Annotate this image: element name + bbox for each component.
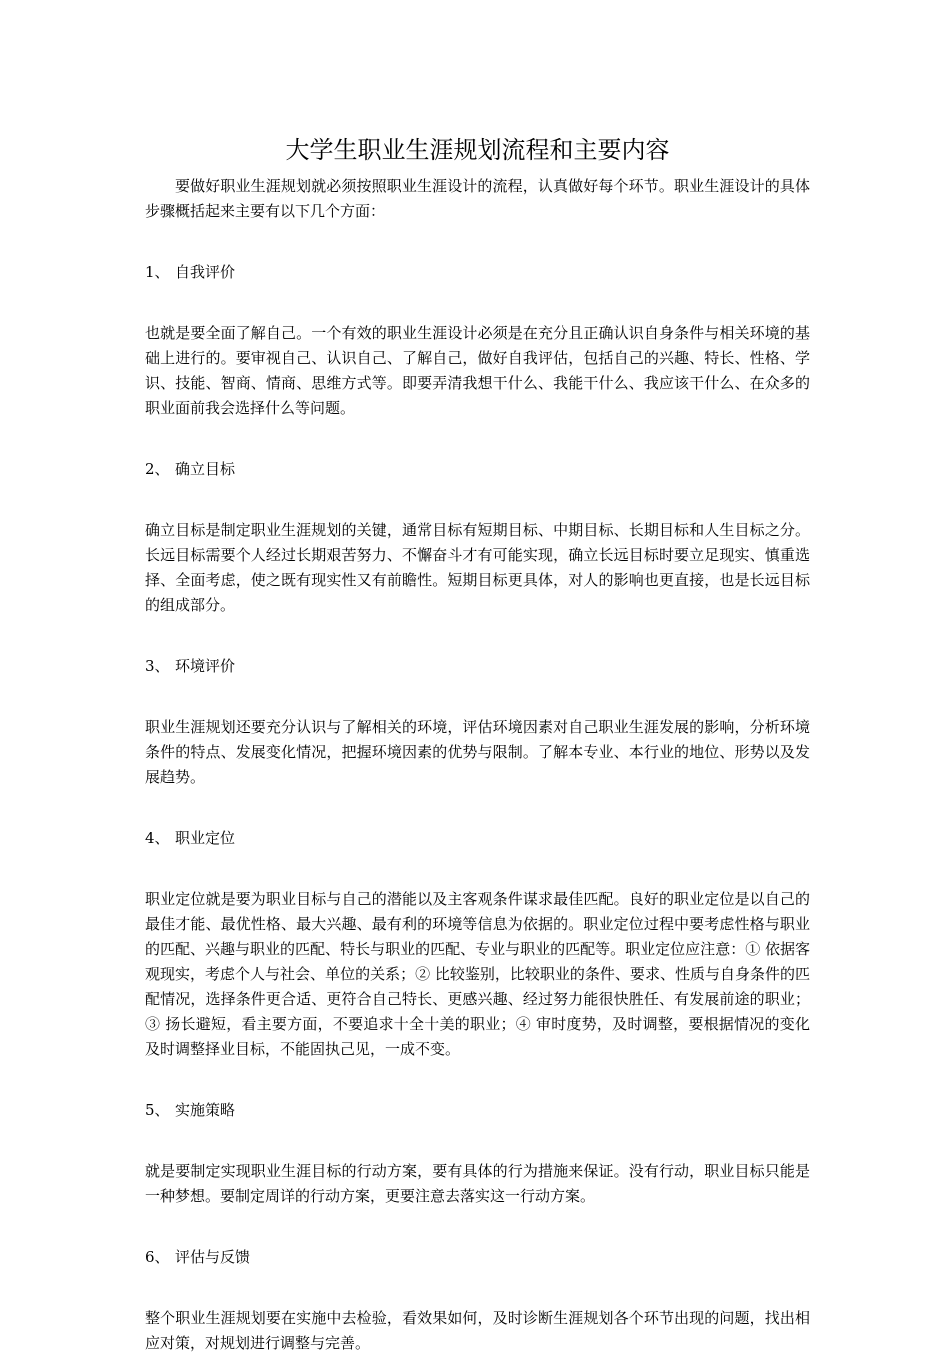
section-heading-career-positioning [145, 826, 810, 851]
section-heading-implementation-strategy [145, 1098, 810, 1123]
section-heading-label: 实施策略 [175, 1101, 236, 1119]
section-number: 2、 [145, 460, 170, 478]
section-number: 6、 [145, 1248, 170, 1266]
section-heading-set-goals [145, 457, 810, 482]
section-number: 4、 [145, 829, 170, 847]
section-body-self-evaluation: 也就是要全面了解自己。一个有效的职业生涯设计必须是在充分且正确认识自身条件与相关环境的基础上进行的。要审视自己、认识自己、了解自己，做好自我评估，包括自己的兴趣、特长、性格、学识、技能、智商、情商、思维方式等。即要弄清我想干什么、我能干什么、我应该干什么、在众多的职业面前我会选择什么等问题。 [145, 324, 810, 417]
section-body-set-goals: 确立目标是制定职业生涯规划的关键，通常目标有短期目标、中期目标、长期目标和人生目标之分。长远目标需要个人经过长期艰苦努力、不懈奋斗才有可能实现，确立长远目标时要立足现实、慎重选择、全面考虑，使之既有现实性又有前瞻性。短期目标更具体，对人的影响也更直接，也是长远目标的组成部分。 [145, 521, 810, 614]
section-heading-label: 职业定位 [175, 829, 236, 847]
section-number: 1、 [145, 263, 170, 281]
section-heading-self-evaluation [145, 260, 810, 285]
section-heading-label: 环境评价 [175, 657, 236, 675]
document-page [145, 132, 810, 1356]
section-heading-environment-evaluation [145, 654, 810, 679]
section-heading-label: 确立目标 [175, 460, 236, 478]
section-number: 3、 [145, 657, 170, 675]
section-body-implementation-strategy: 就是要制定实现职业生涯目标的行动方案，要有具体的行为措施来保证。没有行动，职业目标只能是一种梦想。要制定周详的行动方案，更要注意去落实这一行动方案。 [145, 1162, 810, 1205]
section-body-environment-evaluation: 职业生涯规划还要充分认识与了解相关的环境，评估环境因素对自己职业生涯发展的影响，分析环境条件的特点、发展变化情况，把握环境因素的优势与限制。了解本专业、本行业的地位、形势以及发展趋势。 [145, 718, 810, 786]
section-body-career-positioning: 职业定位就是要为职业目标与自己的潜能以及主客观条件谋求最佳匹配。良好的职业定位是以自己的最佳才能、最优性格、最大兴趣、最有利的环境等信息为依据的。职业定位过程中要考虑性格与职业的匹配、兴趣与职业的匹配、特长与职业的匹配、专业与职业的匹配等。职业定位应注意：① 依据客观现实，考虑个人与社会、单位的关系；② 比较鉴别，比较职业的条件、要求、性质与自身条件的匹配情况，选择条件更合适、更符合自己特长、更感兴趣、经过努力能很快胜任、有发展前途的职业；③ 扬长避短，看主要方面，不要追求十全十美的职业；④ 审时度势，及时调整，要根据情况的变化及时调整择业目标，不能固执己见，一成不变。 [145, 890, 810, 1058]
section-heading-label: 自我评价 [175, 263, 236, 281]
intro-paragraph: 要做好职业生涯规划就必须按照职业生涯设计的流程，认真做好每个环节。职业生涯设计的具体步骤概括起来主要有以下几个方面： [145, 177, 810, 220]
section-heading-label: 评估与反馈 [175, 1248, 251, 1266]
section-number: 5、 [145, 1101, 170, 1119]
document-title: 大学生职业生涯规划流程和主要内容 [285, 136, 670, 164]
section-heading-evaluation-feedback [145, 1245, 810, 1270]
section-body-evaluation-feedback: 整个职业生涯规划要在实施中去检验，看效果如何，及时诊断生涯规划各个环节出现的问题，找出相应对策，对规划进行调整与完善。 [145, 1309, 810, 1352]
